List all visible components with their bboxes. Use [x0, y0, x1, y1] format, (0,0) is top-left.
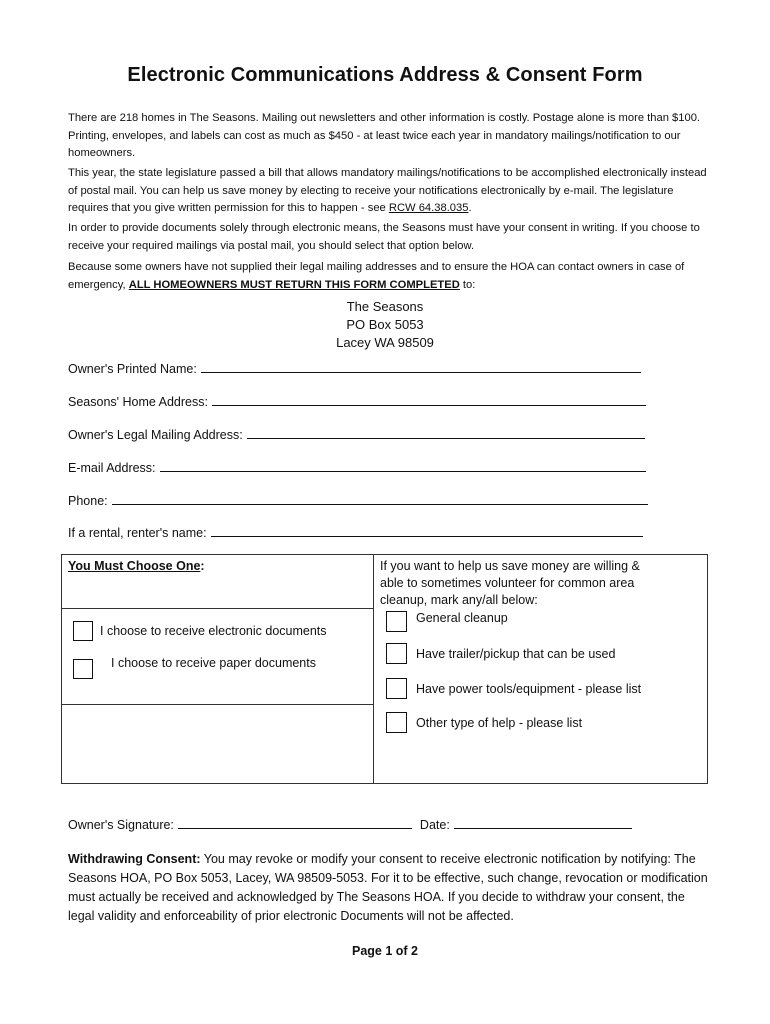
trailer-checkbox[interactable]: [386, 643, 407, 664]
choose-heading: You Must Choose One: [68, 559, 201, 573]
form-title: Electronic Communications Address & Consent Form: [127, 64, 643, 86]
choice-electronic[interactable]: [73, 621, 327, 641]
phone-label: Phone:: [68, 494, 108, 508]
volunteer-cell: [374, 555, 708, 784]
legislature-text-end: .: [468, 202, 472, 214]
renter-name-label: If a rental, renter's name:: [68, 526, 207, 540]
mailing-address-label: Owner's Legal Mailing Address:: [68, 428, 243, 442]
volunteer-intro: If you want to help us save money are willing & able to sometimes volunteer for common area cleanup, mark any/all below:: [380, 559, 640, 607]
choose-heading-cell: [62, 555, 374, 609]
withdraw-body: You may revoke or modify your consent to receive electronic notification by notifying: The Seasons HOA, PO Box 5053, Lacey, WA 98509-5053. For it to be effective, such change, revocation or modification must actually be received and acknowledged by The Seasons HOA. If you decide to withdraw your consent, the legal validity and enforceability of prior electronic Documents will not be affected.: [68, 852, 708, 923]
return-text: Because some owners have not supplied their legal mailing addresses and to ensure the HOA can contact owners in case of emergency,: [68, 261, 685, 291]
trailer-label: Have trailer/pickup that can be used: [416, 646, 616, 661]
signature-label: Owner's Signature:: [68, 818, 174, 832]
choose-heading-colon: :: [200, 559, 205, 573]
owner-name-line[interactable]: [201, 371, 641, 373]
email-field[interactable]: [68, 457, 646, 475]
withdraw-heading: Withdrawing Consent:: [68, 852, 201, 866]
legislature-text: This year, the state legislature passed a bill that allows mandatory mailings/notifications to be accomplished electronically instead of postal mail. You can help us save money by electing to receive your notifications electronically by e-mail. The legislature requires that you give written permission for this to happen - see: [68, 167, 707, 214]
empty-cell: [62, 705, 374, 784]
return-emphasis: ALL HOMEOWNERS MUST RETURN THIS FORM COMPLETED: [128, 278, 460, 291]
volunteer-option-other[interactable]: [386, 712, 582, 733]
volunteer-option-trailer[interactable]: [386, 643, 615, 664]
signature-line[interactable]: [178, 828, 412, 829]
return-address: [0, 298, 770, 352]
owner-name-label: Owner's Printed Name:: [68, 362, 197, 376]
mailing-address-line[interactable]: [247, 437, 645, 439]
intro-paragraph-cost: There are 218 homes in The Seasons. Mailing out newsletters and other information is costly. Postage alone is more than $100. Printing, envelopes, and labels can cost as much as $450 - at least twice each year in mandatory mailings/notification to our homeowners.: [68, 112, 701, 159]
email-label: E-mail Address:: [68, 461, 156, 475]
withdraw-consent-paragraph: [68, 850, 708, 926]
address-line-2: PO Box 5053: [346, 317, 424, 332]
electronic-label: I choose to receive electronic documents: [100, 624, 327, 638]
phone-line[interactable]: [112, 503, 648, 505]
volunteer-option-cleanup[interactable]: [386, 611, 508, 632]
paper-checkbox[interactable]: [73, 659, 93, 679]
renter-name-field[interactable]: [68, 522, 643, 540]
home-address-line[interactable]: [212, 404, 646, 406]
paper-label: I choose to receive paper documents: [111, 656, 316, 670]
cleanup-checkbox[interactable]: [386, 611, 407, 632]
return-text-end: to:: [459, 278, 476, 291]
intro-paragraph-return: [68, 259, 708, 294]
choice-table: [61, 554, 708, 784]
date-line[interactable]: [454, 828, 632, 829]
address-line-1: The Seasons: [346, 299, 424, 314]
date-label: Date:: [419, 818, 450, 832]
tools-checkbox[interactable]: [386, 678, 407, 699]
signature-row: [68, 818, 632, 832]
cleanup-label: General cleanup: [416, 610, 508, 625]
mailing-address-field[interactable]: [68, 424, 645, 442]
renter-name-line[interactable]: [211, 535, 643, 537]
choice-paper[interactable]: [73, 656, 316, 679]
delivery-choice-cell: [62, 609, 374, 705]
other-checkbox[interactable]: [386, 712, 407, 733]
home-address-field[interactable]: [68, 391, 646, 409]
other-label: Other type of help - please list: [416, 715, 583, 730]
email-line[interactable]: [160, 470, 646, 472]
page-number: Page 1 of 2: [352, 944, 418, 958]
home-address-label: Seasons' Home Address:: [68, 395, 208, 409]
volunteer-option-tools[interactable]: [386, 678, 641, 699]
address-line-3: Lacey WA 98509: [336, 335, 434, 350]
tools-label: Have power tools/equipment - please list: [416, 681, 642, 696]
intro-paragraph-legislature: [68, 165, 708, 218]
electronic-checkbox[interactable]: [73, 621, 93, 641]
intro-paragraph-consent: In order to provide documents solely through electronic means, the Seasons must have your consent in writing. If you choose to receive your required mailings via postal mail, you should select that option below.: [68, 222, 700, 252]
phone-field[interactable]: [68, 490, 648, 508]
owner-name-field[interactable]: [68, 358, 641, 376]
rcw-link[interactable]: RCW 64.38.035: [388, 202, 469, 214]
